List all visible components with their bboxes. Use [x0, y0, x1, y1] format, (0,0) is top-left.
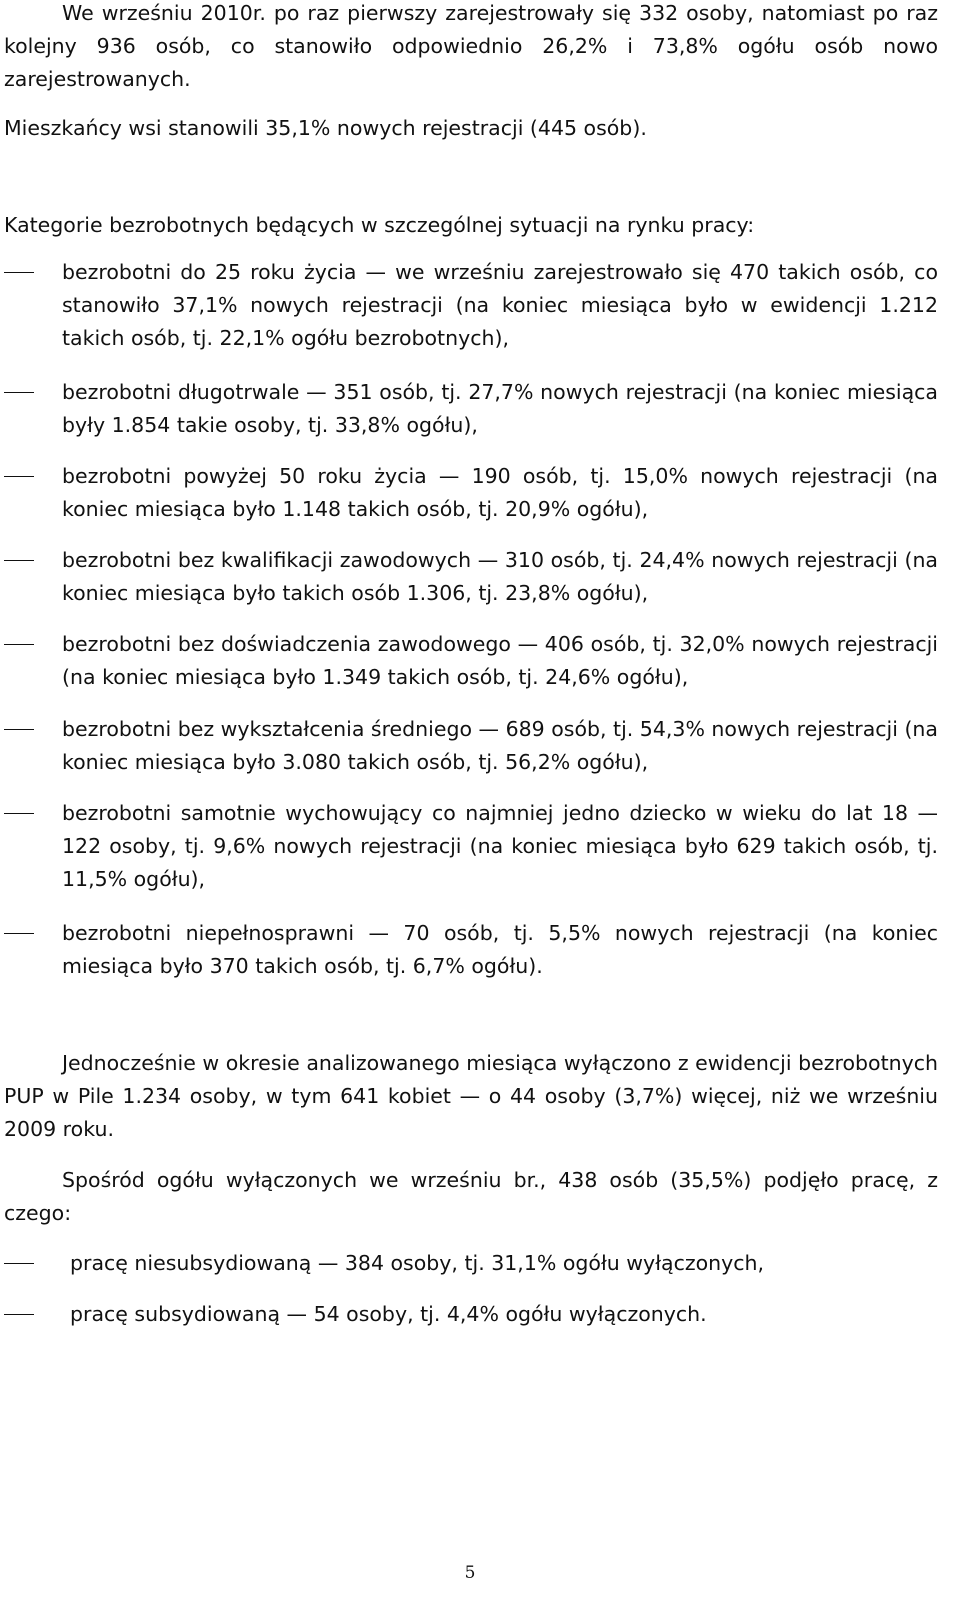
- dash-bullet: [4, 813, 34, 814]
- list-item-text: bezrobotni powyżej 50 roku życia — 190 osób, tj. 15,0% nowych rejestracji (na koniec miesiąca było 1.148 takich osób, tj. 20,9% ogółu),: [62, 464, 938, 521]
- list-item: [4, 797, 938, 896]
- list-item: [4, 256, 938, 355]
- intro-paragraph-rural: Mieszkańcy wsi stanowili 35,1% nowych rejestracji (445 osób).: [4, 116, 647, 140]
- dash-bullet: [4, 933, 34, 934]
- dash-bullet: [4, 644, 34, 645]
- list-item: [4, 1298, 938, 1331]
- list-item-text: bezrobotni do 25 roku życia — we wrześniu zarejestrowało się 470 takich osób, co stanowiło 37,1% nowych rejestracji (na koniec miesiąca było w ewidencji 1.212 takich osób, tj. 22,1% ogółu bezrobotnych),: [62, 260, 938, 350]
- page-number: 5: [464, 1563, 476, 1583]
- intro-paragraph-registrations: We wrześniu 2010r. po raz pierwszy zarejestrowały się 332 osoby, natomiast po raz kolejny 936 osób, co stanowiło odpowiednio 26,2% i 73,8% ogółu osób nowo zarejestrowanych.: [4, 1, 938, 91]
- list-item: [4, 713, 938, 779]
- dash-bullet: [4, 729, 34, 730]
- categories-heading: Kategorie bezrobotnych będących w szczególnej sytuacji na rynku pracy:: [4, 213, 755, 237]
- list-item: [4, 544, 938, 610]
- dash-bullet: [4, 392, 34, 393]
- list-item: [4, 376, 938, 442]
- list-item: [4, 1247, 938, 1280]
- list-item: [4, 917, 938, 983]
- dash-bullet: [4, 1314, 34, 1315]
- list-item-text: bezrobotni samotnie wychowujący co najmniej jedno dziecko w wieku do lat 18 — 122 osoby, tj. 9,6% nowych rejestracji (na koniec miesiąca było 629 takich osób, tj. 11,5% ogółu),: [62, 801, 938, 891]
- list-item-text: bezrobotni bez doświadczenia zawodowego — 406 osób, tj. 32,0% nowych rejestracji (na koniec miesiąca było 1.349 takich osób, tj. 24,6% ogółu),: [62, 632, 938, 689]
- employment-paragraph: Spośród ogółu wyłączonych we wrześniu br., 438 osób (35,5%) podjęło pracę, z czego:: [4, 1168, 938, 1225]
- dash-bullet: [4, 560, 34, 561]
- list-item-text: bezrobotni długotrwale — 351 osób, tj. 27,7% nowych rejestracji (na koniec miesiąca były 1.854 takie osoby, tj. 33,8% ogółu),: [62, 380, 938, 437]
- list-item-text: pracę niesubsydiowaną — 384 osoby, tj. 31,1% ogółu wyłączonych,: [70, 1251, 765, 1275]
- list-item-text: bezrobotni bez kwalifikacji zawodowych — 310 osób, tj. 24,4% nowych rejestracji (na koniec miesiąca było takich osób 1.306, tj. 23,8% ogółu),: [62, 548, 938, 605]
- dash-bullet: [4, 272, 34, 273]
- deregistration-paragraph: Jednocześnie w okresie analizowanego miesiąca wyłączono z ewidencji bezrobotnych PUP w Pile 1.234 osoby, w tym 641 kobiet — o 44 osoby (3,7%) więcej, niż we wrześniu 2009 roku.: [4, 1051, 938, 1141]
- list-item: [4, 628, 938, 694]
- dash-bullet: [4, 476, 34, 477]
- list-item-text: bezrobotni niepełnosprawni — 70 osób, tj. 5,5% nowych rejestracji (na koniec miesiąca było 370 takich osób, tj. 6,7% ogółu).: [62, 921, 938, 978]
- list-item: [4, 460, 938, 526]
- dash-bullet: [4, 1263, 34, 1264]
- list-item-text: bezrobotni bez wykształcenia średniego — 689 osób, tj. 54,3% nowych rejestracji (na koniec miesiąca było 3.080 takich osób, tj. 56,2% ogółu),: [62, 717, 938, 774]
- list-item-text: pracę subsydiowaną — 54 osoby, tj. 4,4% ogółu wyłączonych.: [70, 1302, 707, 1326]
